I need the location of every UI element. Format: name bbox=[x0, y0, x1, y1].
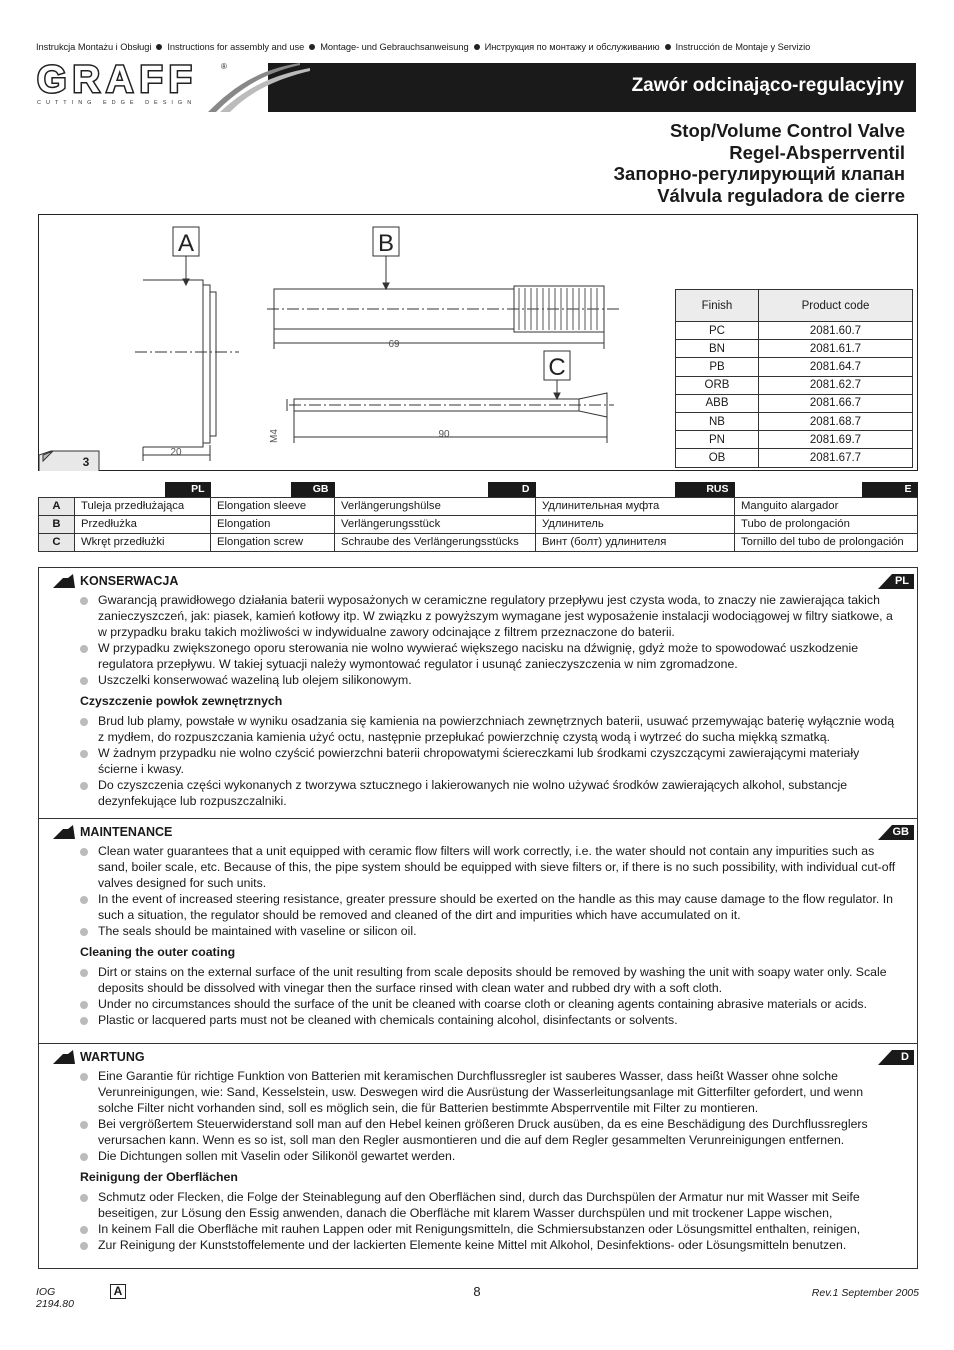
label-b: B bbox=[377, 230, 395, 257]
table-row bbox=[676, 358, 913, 376]
finish-cell: OB bbox=[676, 449, 759, 467]
part-key: A bbox=[39, 497, 75, 515]
language-line bbox=[36, 42, 920, 52]
parts-header-row bbox=[39, 482, 918, 497]
bullet-dot-icon bbox=[474, 44, 480, 50]
bullet-dot-icon bbox=[309, 44, 315, 50]
subheading: Czyszczenie powłok zewnętrznych bbox=[80, 694, 283, 708]
part-name-rus: Удлинительная муфта bbox=[536, 497, 735, 515]
subtitle-es: Válvula reguladora de cierre bbox=[657, 184, 905, 206]
dim-b: 69 bbox=[388, 339, 400, 350]
part-name-pl: Tuleja przedłużająca bbox=[75, 497, 211, 515]
language-pl: Instrukcja Montażu i Obsługi bbox=[36, 42, 152, 52]
section-wartung bbox=[38, 1043, 918, 1269]
finish-cell: NB bbox=[676, 412, 759, 430]
title-bar bbox=[268, 63, 916, 112]
lang-code: PL bbox=[894, 575, 909, 587]
table-row bbox=[676, 449, 913, 467]
swoosh-icon bbox=[200, 62, 320, 112]
finish-cell: ORB bbox=[676, 376, 759, 394]
list-item: The seals should be maintained with vaseline or silicon oil. bbox=[80, 923, 897, 939]
label-a: A bbox=[177, 230, 195, 257]
subtitle-en: Stop/Volume Control Valve bbox=[669, 120, 905, 141]
dim-c: 90 bbox=[438, 429, 450, 440]
code-cell: 2081.64.7 bbox=[759, 358, 913, 376]
code-cell: 2081.66.7 bbox=[759, 394, 913, 412]
product-code-header: Product code bbox=[759, 290, 913, 322]
part-name-d: Schraube des Verlängerungsstücks bbox=[335, 533, 536, 551]
page-title: Zawór odcinająco-regulacyjny bbox=[631, 75, 904, 96]
finish-cell: BN bbox=[676, 340, 759, 358]
list-item: Plastic or lacquered parts must not be cleaned with chemicals containing alcohol, disinfectants or solvents. bbox=[80, 1012, 897, 1028]
table-row bbox=[39, 515, 918, 533]
bullet-dot-icon bbox=[665, 44, 671, 50]
finish-cell: PC bbox=[676, 322, 759, 340]
lang-tab bbox=[878, 574, 914, 589]
code-cell: 2081.67.7 bbox=[759, 449, 913, 467]
code-cell: 2081.69.7 bbox=[759, 431, 913, 449]
language-rus: Инструкция по монтажу и обслуживанию bbox=[484, 42, 660, 52]
list-item: Do czyszczenia części wykonanych z tworzywa sztucznego i lakierowanych nie wolno używać środków zawierających alkohol, substancje dezynfekujące lub rozpuszczalniki. bbox=[80, 777, 897, 809]
lang-tab bbox=[878, 1050, 914, 1065]
list-item: Zur Reinigung der Kunststoffelemente und der lackierten Elemente keine Mittel mit Alkohol, Desinfektions- oder Lösungsmitteln benutzen. bbox=[80, 1237, 897, 1253]
list-item: In the event of increased steering resistance, greater pressure should be exerted on the handle as this may cause damage to the flow regulator. In such a situation, the regulator should be removed and cleaned of the dirt and impurities which have accumulated on it. bbox=[80, 891, 897, 923]
table-row bbox=[676, 340, 913, 358]
language-d: Montage- und Gebrauchsanweisung bbox=[320, 42, 469, 52]
arrow-pointer-icon bbox=[53, 825, 75, 839]
dim-a: 20 bbox=[170, 447, 182, 458]
list-item: Bei vergrößertem Steuerwiderstand soll man auf den Hebel keinen größeren Druck ausüben, da es eine Beschädigung des Durchflussreglers verursachen kann. Wenn es so ist, soll man den Regler ausmontieren und die auf dem Regler gesammelten Verunreinigungen entfernen. bbox=[80, 1116, 897, 1148]
list-item: In keinem Fall die Oberfläche mit rauhen Lappen oder mit Renigungsmitteln, die Schmiersubstanzen oder Lösungsmittel enthalten, reinigen, bbox=[80, 1221, 897, 1237]
list-item: Dirt or stains on the external surface of the unit resulting from scale deposits should be removed by washing the unit with soapy water only. Scale deposits should be dissolved with vinegar then the surface rinsed with clean water and rubbed dry with a soft cloth. bbox=[80, 964, 897, 996]
page-ref: 3 bbox=[82, 455, 90, 469]
table-row bbox=[39, 497, 918, 515]
table-row bbox=[676, 322, 913, 340]
section-maintenance bbox=[38, 818, 918, 1044]
part-name-e: Manguito alargador bbox=[735, 497, 918, 515]
lang-tab-pl: PL bbox=[165, 482, 211, 497]
code-cell: 2081.61.7 bbox=[759, 340, 913, 358]
lang-tab-e: E bbox=[862, 482, 918, 497]
language-gb: Instructions for assembly and use bbox=[167, 42, 305, 52]
part-name-e: Tubo de prolongación bbox=[735, 515, 918, 533]
lang-tab-gb: GB bbox=[291, 482, 335, 497]
bullet-dot-icon bbox=[156, 44, 162, 50]
part-name-rus: Удлинитель bbox=[536, 515, 735, 533]
part-key: B bbox=[39, 515, 75, 533]
doc-code: IOG 2194.80 bbox=[36, 1286, 74, 1310]
table-row bbox=[676, 412, 913, 430]
finish-cell: PB bbox=[676, 358, 759, 376]
lang-tab bbox=[878, 825, 914, 840]
list-item: Die Dichtungen sollen mit Vaselin oder Silikonöl gewartet werden. bbox=[80, 1148, 897, 1164]
subtitle-ru: Запорно-регулирующий клапан bbox=[613, 163, 905, 184]
logo-wordmark: GRAFF bbox=[37, 59, 198, 101]
revision-date: Rev.1 September 2005 bbox=[811, 1287, 919, 1299]
subheading: Cleaning the outer coating bbox=[80, 945, 236, 959]
arrow-pointer-icon bbox=[53, 1050, 75, 1064]
code-cell: 2081.62.7 bbox=[759, 376, 913, 394]
table-row bbox=[676, 431, 913, 449]
logo-tagline: CUTTING EDGE DESIGN bbox=[37, 100, 197, 106]
code-cell: 2081.68.7 bbox=[759, 412, 913, 430]
thread-label: M4 bbox=[269, 429, 280, 443]
part-name-gb: Elongation sleeve bbox=[211, 497, 335, 515]
list-item: Brud lub plamy, powstałe w wyniku osadzania się kamienia na powierzchniach zewnętrznych baterii, usuwać przemywając baterię wyłącznie wodą z mydłem, do rozpuszczania kamienia użyć octu, następnie przepłukać powierzchnię czystą wodą i wytrzeć do sucha miękką szmatką. bbox=[80, 713, 897, 745]
part-name-gb: Elongation screw bbox=[211, 533, 335, 551]
section-title: MAINTENANCE bbox=[80, 825, 173, 839]
finish-table bbox=[675, 289, 913, 468]
finish-cell: ABB bbox=[676, 394, 759, 412]
list-item: Gwarancją prawidłowego działania baterii wyposażonych w ceramiczne regulatory przepływu jest czysta woda, to znaczy nie zawierająca takich zanieczyszczeń, jak: piasek, kamień kotłowy itp. W związku z powyższym wymagane jest wyposażenie instalacji wodociągowej w filtry siatkowe, a w przypadku braku takich możliwości w indywidualne zawory odcinające z filtrem przeznaczone do baterii. bbox=[80, 592, 897, 640]
section-title: WARTUNG bbox=[80, 1050, 145, 1064]
list-item: Under no circumstances should the surface of the unit be cleaned with coarse cloth or cleaning agents containing abrasive materials or acids. bbox=[80, 996, 897, 1012]
list-item: Eine Garantie für richtige Funktion von Batterien mit keramischen Durchflussregler ist sauberes Wasser, dass heißt Wasser ohne solche Verunreinigungen, wie: Sand, Kesselstein, usw. Deswegen wird die Ausrüstung der Wasserleitungsanlage mit Gitterfilter gefordert, und wenn solche Filter nicht vorhanden sind, soll es möglich sein, die für Batterien bestimmte Absperrventile mit Filter zu montieren. bbox=[80, 1068, 897, 1116]
part-name-pl: Wkręt przedłużki bbox=[75, 533, 211, 551]
part-name-e: Tornillo del tubo de prolongación bbox=[735, 533, 918, 551]
finish-header: Finish bbox=[676, 290, 759, 322]
lang-tab-d: D bbox=[488, 482, 536, 497]
label-c: C bbox=[548, 354, 566, 381]
language-e: Instrucción de Montaje y Servizio bbox=[675, 42, 811, 52]
revision-letter: A bbox=[110, 1284, 126, 1299]
lang-tab-rus: RUS bbox=[675, 482, 735, 497]
code-cell: 2081.60.7 bbox=[759, 322, 913, 340]
part-name-d: Verlängerungsstück bbox=[335, 515, 536, 533]
part-name-gb: Elongation bbox=[211, 515, 335, 533]
list-item: Uszczelki konserwować wazeliną lub olejem silikonowym. bbox=[80, 672, 897, 688]
finish-header-row bbox=[676, 290, 913, 322]
part-name-d: Verlängerungshülse bbox=[335, 497, 536, 515]
list-item: W żadnym przypadku nie wolno czyścić powierzchni baterii chropowatymi ściereczkami lub środkami czyszczącymi zawierającymi materiały ścierne i kwasy. bbox=[80, 745, 897, 777]
list-item: Clean water guarantees that a unit equipped with ceramic flow filters will work correctly, i.e. the water should not contain any impurities such as sand, boiler scale, etc. Because of this, the pipe system should be equipped with sieve filters or, if there is no such possibility, with individual cut-off valves designed for such units. bbox=[80, 843, 897, 891]
registered-mark: ® bbox=[221, 62, 227, 71]
table-row bbox=[676, 394, 913, 412]
list-item: W przypadku zwiększonego oporu sterowania nie wolno wywierać większego nacisku na dźwignię, gdyż może to spowodować uszkodzenie regulatora przepływu. W takiej sytuacji należy wymontować regulator i usunąć zanieczyszczenia w nim zgromadzone. bbox=[80, 640, 897, 672]
part-name-pl: Przedłużka bbox=[75, 515, 211, 533]
section-title: KONSERWACJA bbox=[80, 574, 179, 588]
part-key: C bbox=[39, 533, 75, 551]
product-subtitles bbox=[613, 120, 905, 206]
page-number: 8 bbox=[473, 1284, 481, 1299]
finish-cell: PN bbox=[676, 431, 759, 449]
subheading: Reinigung der Oberflächen bbox=[80, 1170, 238, 1184]
arrow-pointer-icon bbox=[53, 574, 75, 588]
lang-code: GB bbox=[892, 826, 909, 838]
lang-code: D bbox=[901, 1051, 909, 1063]
list-item: Schmutz oder Flecken, die Folge der Steinablegung auf den Oberflächen sind, durch das Durchspülen der Armatur nur mit Wasser mit Seife beseitigen, zur Lösung den Essig anwenden, danach die Oberfläche mit klarem Wasser durchspülen und mit trockener Lappe wischen, bbox=[80, 1189, 897, 1221]
parts-table bbox=[38, 482, 918, 552]
part-name-rus: Винт (болт) удлинителя bbox=[536, 533, 735, 551]
subtitle-de: Regel-Absperrventil bbox=[729, 141, 905, 163]
table-row bbox=[676, 376, 913, 394]
section-konserwacja bbox=[38, 567, 918, 819]
table-row bbox=[39, 533, 918, 551]
